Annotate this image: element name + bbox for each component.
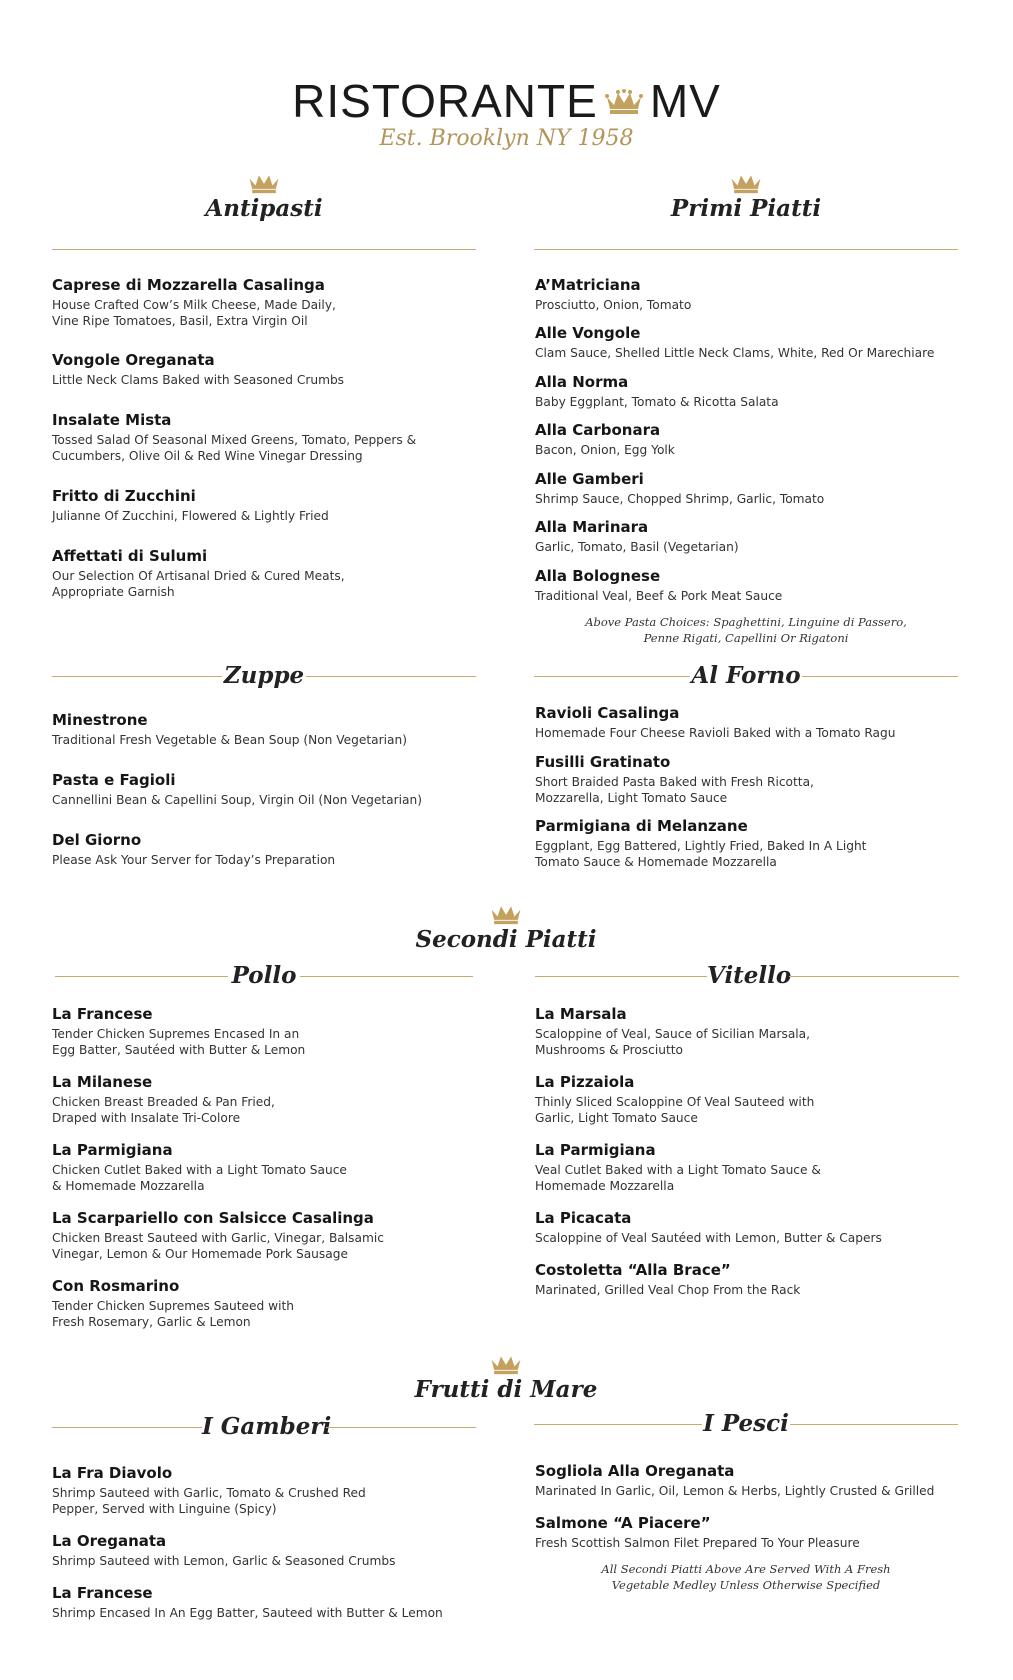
pasta-choices-note: Above Pasta Choices: Spaghettini, Linguine di Passero, Penne Rigati, Capellini Or Rigatoni [585,615,907,645]
item-name: La Milanese [52,1073,153,1091]
item-name: Alla Norma [535,373,629,391]
item-name: Affettati di Sulumi [52,547,208,565]
item-description: Veal Cutlet Baked with a Light Tomato Sauce & Homemade Mozzarella [535,1163,821,1193]
subsection-title-pollo: Pollo [231,962,297,989]
menu-item [535,1261,975,1298]
divider [306,676,476,677]
item-description: House Crafted Cow’s Milk Cheese, Made Daily, Vine Ripe Tomatoes, Basil, Extra Virgin Oil [52,298,336,328]
menu-item [535,324,975,361]
section-title-primi-piatti: Primi Piatti [670,195,822,222]
item-description: Shrimp Encased In An Egg Batter, Sauteed with Butter & Lemon [52,1606,443,1620]
item-description: Traditional Fresh Vegetable & Bean Soup (Non Vegetarian) [52,733,407,747]
menu-item [52,276,492,329]
divider [535,976,707,977]
menu-item [535,1462,975,1499]
menu-item [535,567,975,604]
divider [534,1424,702,1425]
item-description: Tender Chicken Supremes Sauteed with Fresh Rosemary, Garlic & Lemon [52,1299,294,1329]
menu-item [535,704,975,741]
menu-item [535,1005,975,1058]
item-description: Please Ask Your Server for Today’s Preparation [52,853,336,867]
secondi-note: All Secondi Piatti Above Are Served With A Fresh Vegetable Medley Unless Otherwise Specified [601,1562,891,1592]
menu-item [535,817,975,870]
menu-item [52,1277,492,1330]
item-description: Our Selection Of Artisanal Dried & Cured Meats, Appropriate Garnish [52,569,345,599]
item-name: Alla Bolognese [535,567,661,585]
divider [534,676,690,677]
item-description: Marinated In Garlic, Oil, Lemon & Herbs, Lightly Crusted & Grilled [535,1484,935,1498]
item-name: Ravioli Casalinga [535,704,680,722]
crown-icon [604,76,644,122]
item-name: Costoletta “Alla Brace” [535,1261,731,1279]
menu-item [535,373,975,410]
item-name: La Oreganata [52,1532,167,1550]
section-title-frutti-di-mare: Frutti di Mare [414,1376,598,1403]
divider [802,676,958,677]
item-name: Caprese di Mozzarella Casalinga [52,276,325,294]
item-description: Homemade Four Cheese Ravioli Baked with a Tomato Ragu [535,726,896,740]
item-name: La Parmigiana [535,1141,656,1159]
item-name: La Picacata [535,1209,632,1227]
menu-item [52,351,492,388]
menu-item [52,771,492,808]
divider [52,676,222,677]
menu-item [52,831,492,868]
menu-item [52,711,492,748]
divider [534,249,958,250]
divider [52,249,476,250]
item-description: Tossed Salad Of Seasonal Mixed Greens, Tomato, Peppers & Cucumbers, Olive Oil & Red Wine Vinegar Dressing [52,433,417,463]
divider [789,976,959,977]
item-name: La Marsala [535,1005,627,1023]
item-description: Clam Sauce, Shelled Little Neck Clams, White, Red Or Marechiare [535,346,935,360]
menu-item [535,518,975,555]
divider [790,1424,958,1425]
item-description: Shrimp Sauce, Chopped Shrimp, Garlic, Tomato [535,492,825,506]
item-description: Prosciutto, Onion, Tomato [535,298,692,312]
item-name: La Fra Diavolo [52,1464,173,1482]
menu-item [535,1073,975,1126]
item-name: Alle Vongole [535,324,641,342]
item-description: Marinated, Grilled Veal Chop From the Rack [535,1283,801,1297]
item-name: Vongole Oreganata [52,351,215,369]
item-description: Traditional Veal, Beef & Pork Meat Sauce [535,589,783,603]
menu-item [52,547,492,600]
menu-item [535,1514,975,1551]
item-name: La Francese [52,1584,153,1602]
item-description: Shrimp Sauteed with Garlic, Tomato & Crushed Red Pepper, Served with Linguine (Spicy) [52,1486,366,1516]
item-description: Garlic, Tomato, Basil (Vegetarian) [535,540,739,554]
item-description: Scaloppine of Veal Sautéed with Lemon, Butter & Capers [535,1231,882,1245]
menu-item [52,1141,492,1194]
divider [52,1427,202,1428]
item-description: Fresh Scottish Salmon Filet Prepared To Your Pleasure [535,1536,860,1550]
item-description: Julianne Of Zucchini, Flowered & Lightly Fried [52,509,329,523]
menu-item [535,753,975,806]
subsection-title-i-gamberi: I Gamberi [202,1413,332,1440]
item-name: La Scarpariello con Salsicce Casalinga [52,1209,374,1227]
item-name: La Francese [52,1005,153,1023]
item-description: Bacon, Onion, Egg Yolk [535,443,675,457]
item-name: Minestrone [52,711,148,729]
section-title-zuppe: Zuppe [223,662,305,689]
menu-item [52,1464,492,1517]
item-name: Del Giorno [52,831,142,849]
menu-item [52,1005,492,1058]
item-name: La Parmigiana [52,1141,173,1159]
item-description: Baby Eggplant, Tomato & Ricotta Salata [535,395,779,409]
item-description: Scaloppine of Veal, Sauce of Sicilian Marsala, Mushrooms & Prosciutto [535,1027,811,1057]
subsection-title-i-pesci: I Pesci [703,1410,789,1437]
divider [300,976,473,977]
menu-item [535,421,975,458]
menu-item [535,470,975,507]
menu-item [52,411,492,464]
item-description: Shrimp Sauteed with Lemon, Garlic & Seasoned Crumbs [52,1554,396,1568]
item-name: Con Rosmarino [52,1277,180,1295]
item-name: Salmone “A Piacere” [535,1514,711,1532]
item-description: Chicken Breast Breaded & Pan Fried, Draped with Insalate Tri-Colore [52,1095,275,1125]
menu-item [52,1584,492,1621]
logo-text-right: MV [649,75,721,127]
section-title-secondi-piatti: Secondi Piatti [415,926,597,953]
item-name: Sogliola Alla Oreganata [535,1462,735,1480]
menu-item [52,1073,492,1126]
item-name: Insalate Mista [52,411,172,429]
item-description: Thinly Sliced Scaloppine Of Veal Sauteed with Garlic, Light Tomato Sauce [535,1095,815,1125]
item-description: Chicken Cutlet Baked with a Light Tomato Sauce & Homemade Mozzarella [52,1163,347,1193]
item-name: Alla Marinara [535,518,649,536]
item-description: Chicken Breast Sauteed with Garlic, Vinegar, Balsamic Vinegar, Lemon & Our Homemade Pork Sausage [52,1231,384,1261]
section-title-al-forno: Al Forno [691,662,801,689]
menu-item [535,276,975,313]
item-name: Pasta e Fagioli [52,771,176,789]
subsection-title-vitello: Vitello [707,962,792,989]
menu-item [52,1209,492,1262]
item-name: La Pizzaiola [535,1073,635,1091]
item-name: A’Matriciana [535,276,641,294]
item-name: Alle Gamberi [535,470,644,488]
item-description: Little Neck Clams Baked with Seasoned Crumbs [52,373,345,387]
menu-item [535,1141,975,1194]
restaurant-logo [0,75,1013,128]
item-description: Cannellini Bean & Capellini Soup, Virgin Oil (Non Vegetarian) [52,793,422,807]
section-title-antipasti: Antipasti [205,195,323,222]
tagline: Est. Brooklyn NY 1958 [379,126,634,151]
item-description: Tender Chicken Supremes Encased In an Egg Batter, Sautéed with Butter & Lemon [52,1027,306,1057]
item-name: Alla Carbonara [535,421,661,439]
item-name: Fusilli Gratinato [535,753,671,771]
item-description: Eggplant, Egg Battered, Lightly Fried, Baked In A Light Tomato Sauce & Homemade Mozzarella [535,839,867,869]
item-name: Parmigiana di Melanzane [535,817,748,835]
menu-item [52,487,492,524]
item-name: Fritto di Zucchini [52,487,196,505]
menu-item [535,1209,975,1246]
item-description: Short Braided Pasta Baked with Fresh Ricotta, Mozzarella, Light Tomato Sauce [535,775,814,805]
divider [326,1427,476,1428]
menu-item [52,1532,492,1569]
divider [55,976,228,977]
logo-text-left: RISTORANTE [292,75,598,127]
